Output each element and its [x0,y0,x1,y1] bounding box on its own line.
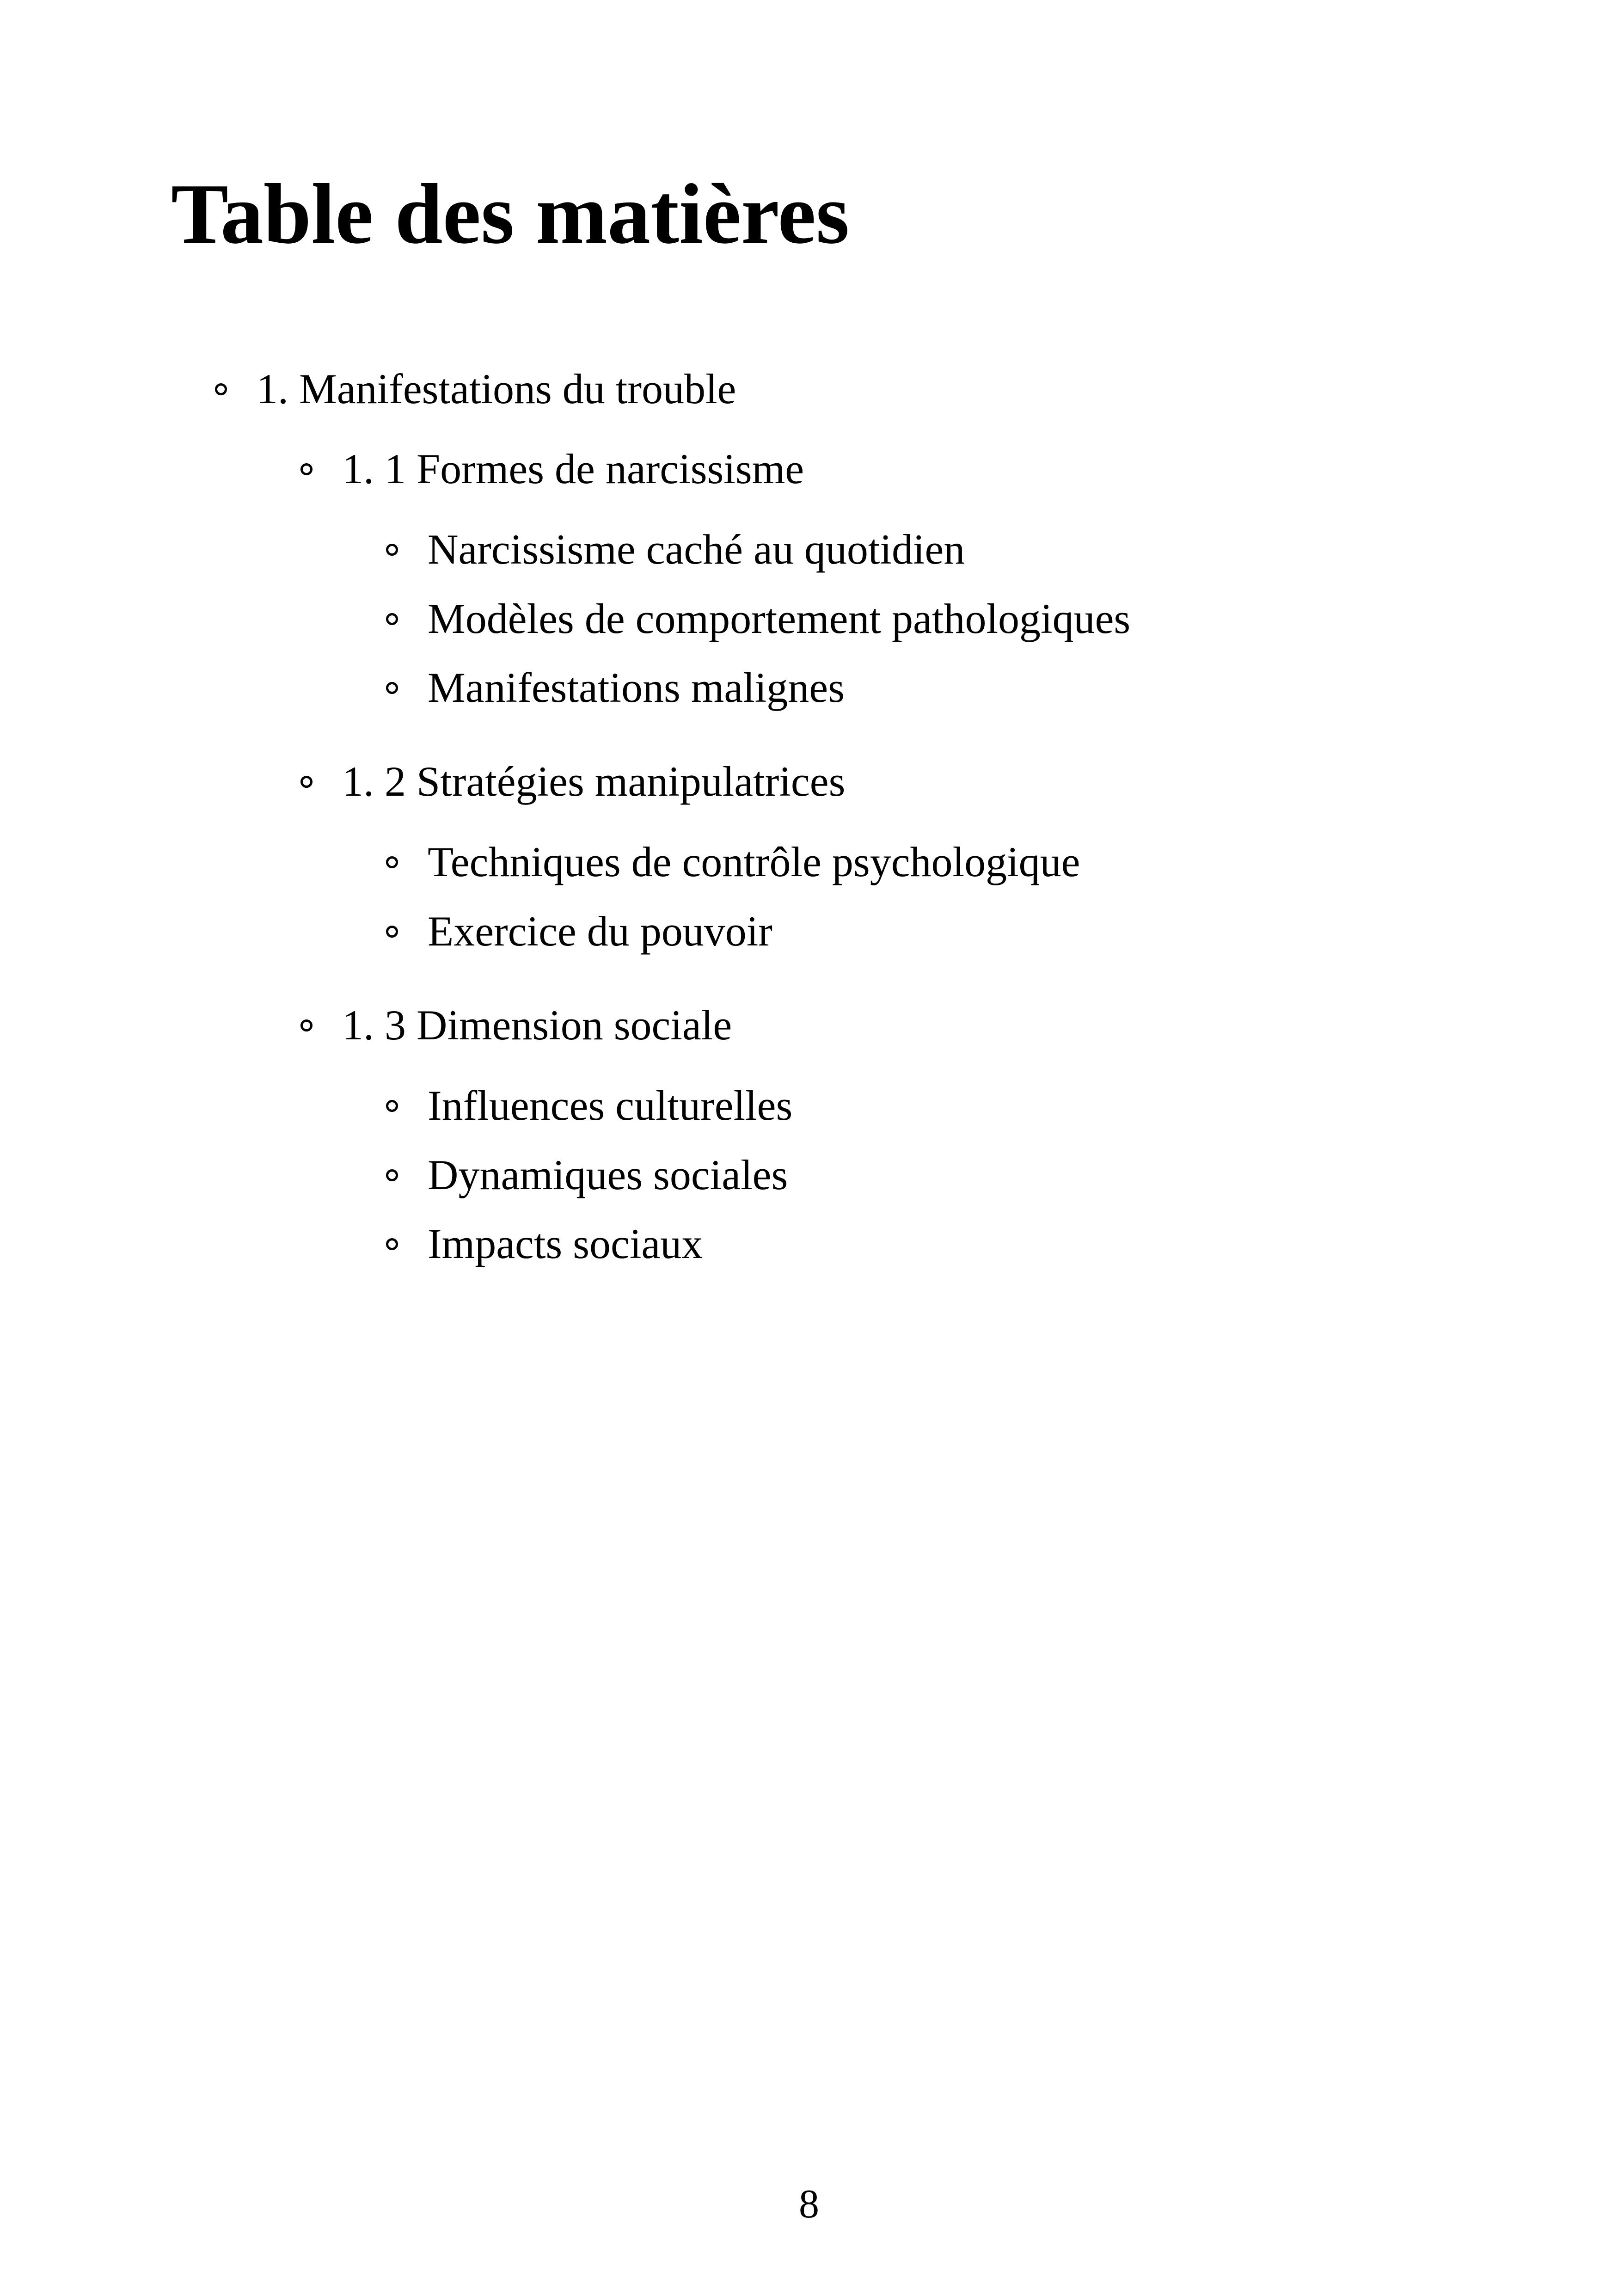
page-title: Table des matières [171,166,850,262]
toc-entry-label: Impacts sociaux [428,1220,703,1267]
toc-subsection-1-2-label: 1. 2 Stratégies manipulatrices [342,758,846,805]
circle-bullet-icon [386,544,398,556]
toc-entry-label: Modèles de comportement pathologiques [428,595,1131,642]
toc-entry-label: Exercice du pouvoir [428,908,772,955]
circle-bullet-icon [386,1238,398,1250]
toc-entry-label: Techniques de contrôle psychologique [428,838,1080,885]
toc-entry[interactable] [428,597,1130,640]
toc-subsection-1-3[interactable] [342,1001,732,1049]
circle-bullet-icon [386,856,398,868]
circle-bullet-icon [300,463,313,475]
toc-entry[interactable] [428,838,1080,885]
toc-entry[interactable] [428,1084,792,1127]
toc-entry-label: Manifestations malignes [428,664,845,711]
circle-bullet-icon [386,1169,398,1181]
circle-bullet-icon [215,383,227,395]
toc-entry-label: Influences culturelles [428,1082,793,1129]
circle-bullet-icon [300,1019,313,1031]
circle-bullet-icon [386,926,398,938]
toc-section-1-label: 1. Manifestations du trouble [257,365,736,412]
toc-entry[interactable] [428,1222,703,1265]
toc-entry[interactable] [428,528,965,571]
toc-entry[interactable] [428,1151,788,1198]
toc-entry[interactable] [428,666,845,709]
toc-subsection-1-2[interactable] [342,760,845,803]
toc-subsection-1-3-label: 1. 3 Dimension sociale [342,1001,732,1049]
circle-bullet-icon [386,613,398,625]
toc-subsection-1-1[interactable] [342,445,804,492]
page-number: 8 [799,2182,819,2227]
circle-bullet-icon [300,776,313,788]
toc-section-1[interactable] [257,365,736,412]
circle-bullet-icon [386,682,398,694]
toc-entry-label: Narcissisme caché au quotidien [428,526,965,573]
toc-entry-label: Dynamiques sociales [428,1151,788,1198]
circle-bullet-icon [386,1100,398,1112]
toc-entry[interactable] [428,908,772,955]
toc-subsection-1-1-label: 1. 1 Formes de narcissisme [342,445,804,492]
